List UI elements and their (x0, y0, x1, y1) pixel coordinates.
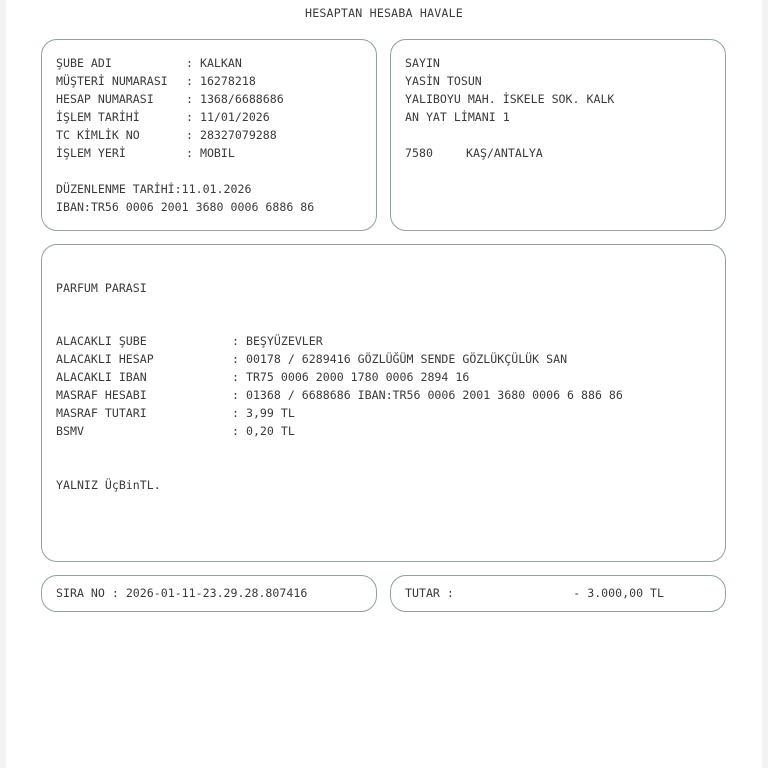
issue-date: DÜZENLENME TARİHİ:11.01.2026 (56, 182, 252, 196)
fee-account: 01368 / 6688686 IBAN:TR56 0006 2001 3680 0006 6 886 86 (245, 388, 623, 402)
sequence-number: 2026-01-11-23.29.28.807416 (125, 586, 308, 600)
amount-in-words: YALNIZ ÜçBinTL. (56, 478, 161, 492)
recipient-name: YASİN TOSUN (405, 74, 482, 88)
sequence-line: SIRA NO : 2026-01-11-23.29.28.807416 (56, 586, 308, 600)
total-amount: - 3.000,00 TL (573, 586, 664, 600)
transaction-date: 11/01/2026 (199, 110, 270, 124)
account-number: 1368/6688686 (199, 92, 284, 106)
detail-row-label: ALACAKLI ŞUBE (56, 334, 147, 348)
detail-row-label: ALACAKLI IBAN (56, 370, 147, 384)
account-row-label: TC KİMLİK NO (56, 128, 140, 142)
account-row: HESAP NUMARASI : 1368/6688686 (56, 92, 284, 106)
detail-row-label: MASRAF TUTARI (56, 406, 147, 420)
sequence-label: SIRA NO (56, 586, 105, 600)
account-row: MÜŞTERİ NUMARASI : 16278218 (56, 74, 256, 88)
detail-row-label: BSMV (56, 424, 84, 438)
account-row: İŞLEM TARİHİ : 11/01/2026 (56, 110, 270, 124)
creditor-iban: TR75 0006 2000 1780 0006 2894 16 (245, 370, 470, 384)
account-info-box (41, 39, 377, 231)
bsmv-amount: 0,20 TL (245, 424, 295, 438)
account-row: ŞUBE ADI : KALKAN (56, 56, 242, 70)
total-label: TUTAR : (405, 586, 454, 600)
detail-row: MASRAF TUTARI : 3,99 TL (56, 406, 295, 420)
account-row-label: İŞLEM YERİ (56, 146, 126, 160)
detail-row: BSMV : 0,20 TL (56, 424, 295, 438)
recipient-postal-line (405, 144, 543, 162)
tc-id-number: 28327079288 (199, 128, 277, 142)
creditor-account: 00178 / 6289416 GÖZLÜĞÜM SENDE GÖZLÜKÇÜLÜK SAN (245, 352, 568, 366)
account-row-label: MÜŞTERİ NUMARASI (56, 74, 168, 88)
creditor-branch: BEŞYÜZEVLER (245, 334, 323, 348)
branch-name: KALKAN (199, 56, 242, 70)
detail-row: MASRAF HESABI : 01368 / 6688686 IBAN:TR56 0006 2001 3680 0006 6 886 86 (56, 388, 623, 402)
recipient-address-line2: AN YAT LİMANI 1 (405, 110, 510, 124)
account-row-label: İŞLEM TARİHİ (56, 110, 140, 124)
fee-amount: 3,99 TL (245, 406, 295, 420)
transaction-place: MOBIL (199, 146, 235, 160)
transfer-description: PARFUM PARASI (56, 281, 147, 295)
recipient-address-line1: YALIBOYU MAH. İSKELE SOK. KALK (405, 92, 615, 106)
account-row: TC KİMLİK NO : 28327079288 (56, 128, 277, 142)
account-row-label: HESAP NUMARASI (56, 92, 154, 106)
document-title: HESAPTAN HESABA HAVALE (305, 6, 463, 20)
transfer-details-box (41, 244, 726, 562)
detail-row: ALACAKLI ŞUBE : BEŞYÜZEVLER (56, 334, 323, 348)
postal-code: 7580 (405, 146, 433, 160)
city: KAŞ/ANTALYA (466, 146, 543, 160)
salutation: SAYIN (405, 56, 440, 70)
detail-row-label: MASRAF HESABI (56, 388, 147, 402)
detail-row-label: ALACAKLI HESAP (56, 352, 154, 366)
total-box (390, 575, 726, 612)
account-row-label: ŞUBE ADI (56, 56, 112, 70)
customer-number: 16278218 (199, 74, 256, 88)
detail-row: ALACAKLI IBAN : TR75 0006 2000 1780 0006 2894 16 (56, 370, 470, 384)
account-iban: IBAN:TR56 0006 2001 3680 0006 6886 86 (56, 200, 315, 214)
sequence-box (41, 575, 377, 612)
account-row: İŞLEM YERİ : MOBIL (56, 146, 235, 160)
detail-row: ALACAKLI HESAP : 00178 / 6289416 GÖZLÜĞÜM SENDE GÖZLÜKÇÜLÜK SAN (56, 352, 568, 366)
recipient-box (390, 39, 726, 231)
